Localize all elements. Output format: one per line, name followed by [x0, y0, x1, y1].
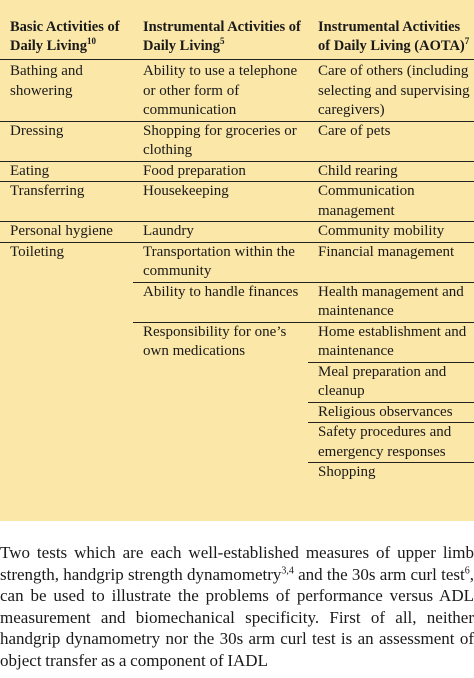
- table-cell: Personal hygiene: [0, 222, 133, 243]
- table-cell: [0, 423, 133, 463]
- table-cell: [0, 463, 133, 483]
- table-cell: [133, 423, 308, 463]
- table-row: [0, 222, 474, 243]
- header-instrumental-adl-aota: Instrumental Activities of Daily Living (AOTA)$^7$: [308, 0, 474, 60]
- table-cell: Care of others (including selecting and supervising caregivers): [318, 63, 470, 118]
- table-cell: Shopping: [308, 463, 474, 483]
- table-cell: Laundry: [133, 222, 308, 243]
- table-cell: [0, 402, 133, 423]
- table-cell: Dressing: [0, 121, 133, 161]
- table-cell: Religious observances: [308, 402, 474, 423]
- table-row: [0, 161, 474, 182]
- table-cell: Meal preparation and cleanup: [308, 362, 474, 402]
- table-cell: Shopping for groceries or clothing: [133, 121, 308, 161]
- table-cell: [133, 362, 308, 402]
- table-row: [0, 121, 474, 161]
- table-cell: [133, 463, 308, 483]
- table-row: [0, 423, 474, 463]
- table-row: [0, 182, 474, 222]
- table-cell: Care of pets: [308, 121, 474, 161]
- header-instrumental-adl: Instrumental Activities of Daily Living$^5$: [133, 0, 308, 60]
- table-row: [0, 60, 474, 122]
- table-cell: Safety procedures and emergency responses: [308, 423, 474, 463]
- table-row: [0, 402, 474, 423]
- table-cell: Community mobility: [308, 222, 474, 243]
- table-cell: Transportation within the community: [133, 242, 308, 282]
- table-cell: Child rearing: [308, 161, 474, 182]
- table-cell: [0, 362, 133, 402]
- table-cell: Health management and maintenance: [308, 282, 474, 322]
- header-basic-adl: Basic Activities of Daily Living$^{10}$: [0, 0, 133, 60]
- table-cell: [0, 282, 133, 322]
- table-cell: Responsibility for one’s own medications: [133, 322, 308, 362]
- table-header-row: [0, 0, 474, 60]
- table-row: [0, 242, 474, 282]
- table-row: [0, 322, 474, 362]
- table-row: [0, 463, 474, 483]
- table-row: [0, 362, 474, 402]
- table-cell: Bathing and showering: [10, 63, 83, 99]
- table-cell: [0, 322, 133, 362]
- table-cell: Home establishment and maintenance: [308, 322, 474, 362]
- table-cell: Communication management: [308, 182, 474, 222]
- table-cell: Eating: [0, 161, 133, 182]
- table-cell: [133, 402, 308, 423]
- table-cell: Transferring: [0, 182, 133, 222]
- table-cell: Ability to handle finances: [133, 282, 308, 322]
- table-row: [0, 282, 474, 322]
- table-body: [0, 60, 474, 483]
- body-paragraph: Two tests which are each well-established measures of upper limb strength, handgrip strength dynamometry$^{3,4}$ and the 30s arm curl test$^6$, can be used to illustrate the problems of performance versus ADL measurement and biomechanical specificity. First of all, neither handgrip dynamometry nor the 30s arm curl test is an assessment of object transfer as a component of IADL: [0, 543, 474, 670]
- table-cell: Food preparation: [133, 161, 308, 182]
- table-cell: Housekeeping: [133, 182, 308, 222]
- table-cell: Financial management: [308, 242, 474, 282]
- table-cell: Ability to use a telephone or other form of communication: [143, 63, 298, 118]
- table-cell: Toileting: [0, 242, 133, 282]
